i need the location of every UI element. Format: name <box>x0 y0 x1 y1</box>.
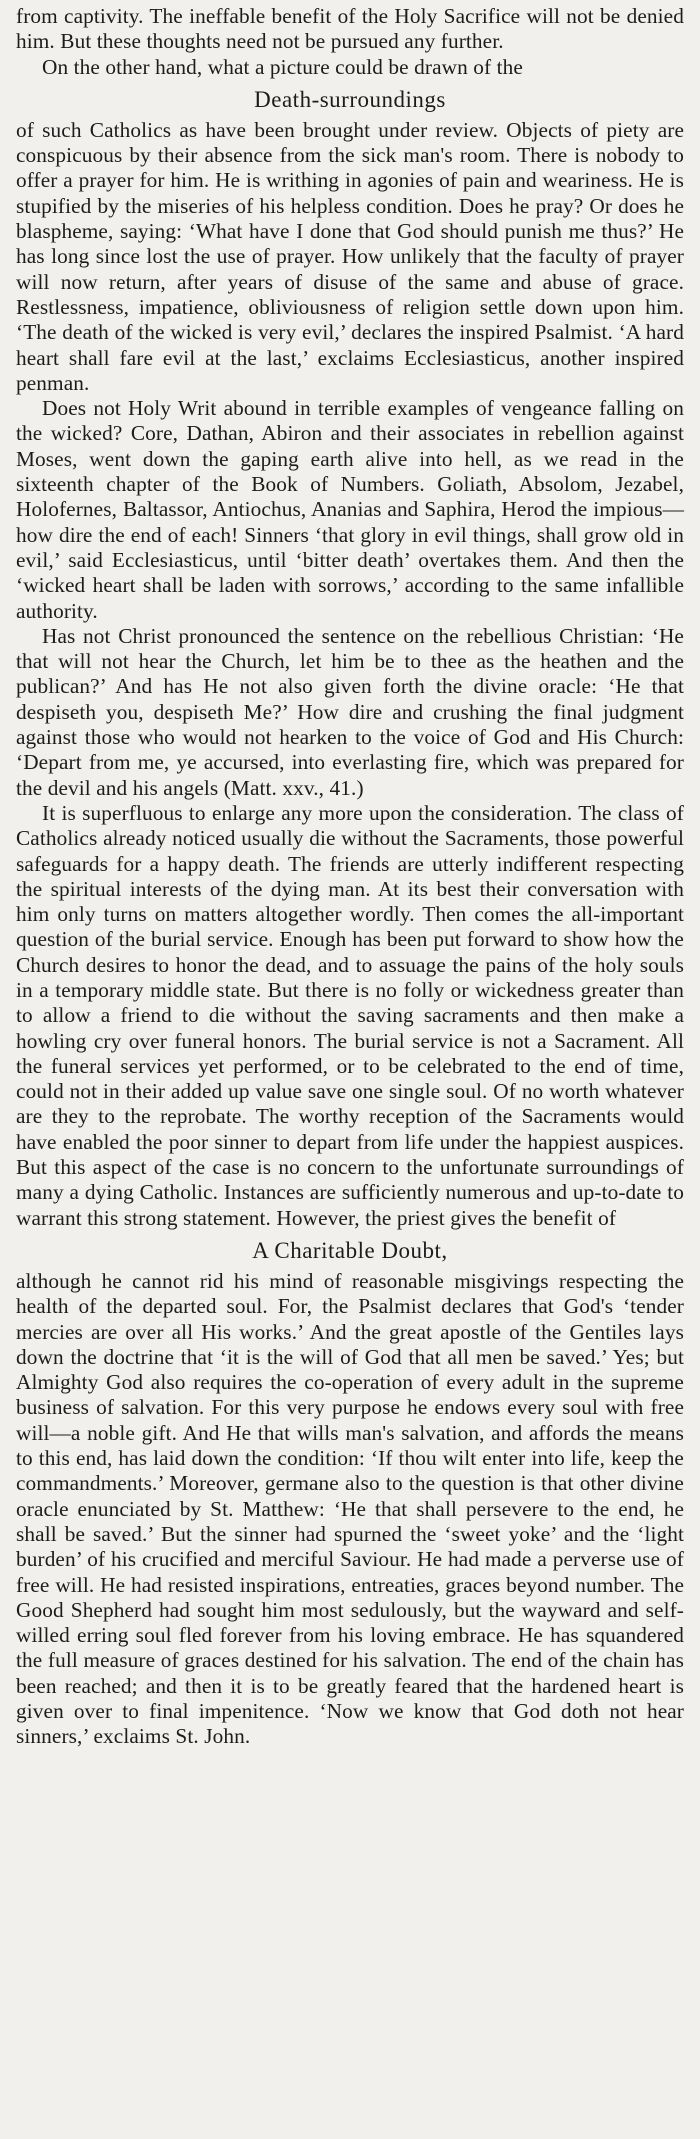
paragraph-superfluous: It is superfluous to enlarge any more upon the consideration. The class of Catholics already noticed usually die without the Sacraments, those powerful safeguards for a happy death. The friends are utterly indifferent respecting the spiritual interests of the dying man. At its best their conversation with him only turns on matters altogether wordly. Then comes the all-important question of the burial service. Enough has been put forward to show how the Church desires to honor the dead, and to assuage the pains of the holy souls in a temporary middle state. But there is no folly or wickedness greater than to allow a friend to die without the saving sacraments and then make a howling cry over funeral honors. The burial service is not a Sacrament. All the funeral services yet performed, or to be celebrated to the end of time, could not in their added up value save one single soul. Of no worth whatever are they to the reprobate. The worthy reception of the Sacraments would have enabled the poor sinner to depart from life under the happiest auspices. But this aspect of the case is no concern to the unfortunate surroundings of many a dying Catholic. Instances are sufficiently numerous and up-to-date to warrant this strong statement. However, the priest gives the benefit of <box>16 800 684 1230</box>
subheading-charitable-doubt: A Charitable Doubt, <box>252 1237 448 1263</box>
paragraph-such-catholics: of such Catholics as have been brought under review. Objects of piety are conspicuous by their absence from the sick man's room. There is nobody to offer a prayer for him. He is writhing in agonies of pain and weariness. He is stupified by the miseries of his helpless condition. Does he pray? Or does he blaspheme, saying: ‘What have I done that God should punish me thus?’ He has long since lost the use of prayer. How unlikely that the faculty of prayer will now return, after years of disuse of the same and abuse of grace. Restlessness, impatience, obliviousness of religion settle down upon him. ‘The death of the wicked is very evil,’ declares the inspired Psalmist. ‘A hard heart shall fare evil at the last,’ exclaims Ecclesiasticus, another inspired penman. <box>16 117 684 395</box>
paragraph-holy-writ: Does not Holy Writ abound in terrible examples of vengeance falling on the wicked? Core, Dathan, Abiron and their associates in rebellion against Moses, went down the gaping earth alive into hell, as we read in the sixteenth chapter of the Book of Numbers. Goliath, Absolom, Jezabel, Holofernes, Baltassor, Antiochus, Ananias and Saphira, Herod the impious—how dire the end of each! Sinners ‘that glory in evil things, shall grow old in evil,’ said Ecclesiasticus, until ‘bitter death’ overtakes them. And then the ‘wicked heart shall be laden with sorrows,’ according to the same infallible authority. <box>16 396 684 623</box>
paragraph-picture: On the other hand, what a picture could be drawn of the <box>42 54 523 79</box>
subheading-death-surroundings: Death-surroundings <box>254 86 446 112</box>
paragraph-captivity: from captivity. The ineffable benefit of the Holy Sacrifice will not be denied him. But these thoughts need not be pursued any further. <box>16 4 684 54</box>
paragraph-christ-pronounced: Has not Christ pronounced the sentence on the rebellious Christian: ‘He that will not hear the Church, let him be to thee as the heathen and the publican?’ And has He not also given forth the divine oracle: ‘He that despiseth you, despiseth Me?’ How dire and crushing the final judgment against those who would not hearken to the voice of God and His Church: ‘Depart from me, ye accursed, into everlasting fire, which was prepared for the devil and his angels (Matt. xxv., 41.) <box>16 623 684 800</box>
paragraph-misgivings: although he cannot rid his mind of reasonable misgivings respecting the health of the departed soul. For, the Psalmist declares that God's ‘tender mercies are over all His works.’ And the great apostle of the Gentiles lays down the doctrine that ‘it is the will of God that all men be saved.’ Yes; but Almighty God also requires the co-operation of every adult in the supreme business of salvation. For this very purpose he endows every soul with free will—a noble gift. And He that wills man's salvation, and affords the means to this end, has laid down the condition: ‘If thou wilt enter into life, keep the commandments.’ Moreover, germane also to the question is that other divine oracle enunciated by St. Matthew: ‘He that shall persevere to the end, he shall be saved.’ But the sinner had spurned the ‘sweet yoke’ and the ‘light burden’ of his crucified and merciful Saviour. He had made a perverse use of free will. He had resisted inspirations, entreaties, graces beyond number. The Good Shepherd had sought him most sedulously, but the wayward and self-willed erring soul fled forever from his loving embrace. He has squandered the full measure of graces destined for his salvation. The end of the chain has been reached; and then it is to be greatly feared that the hardened heart is given over to final impenitence. ‘Now we know that God doth not hear sinners,’ exclaims St. John. <box>16 1268 684 1749</box>
